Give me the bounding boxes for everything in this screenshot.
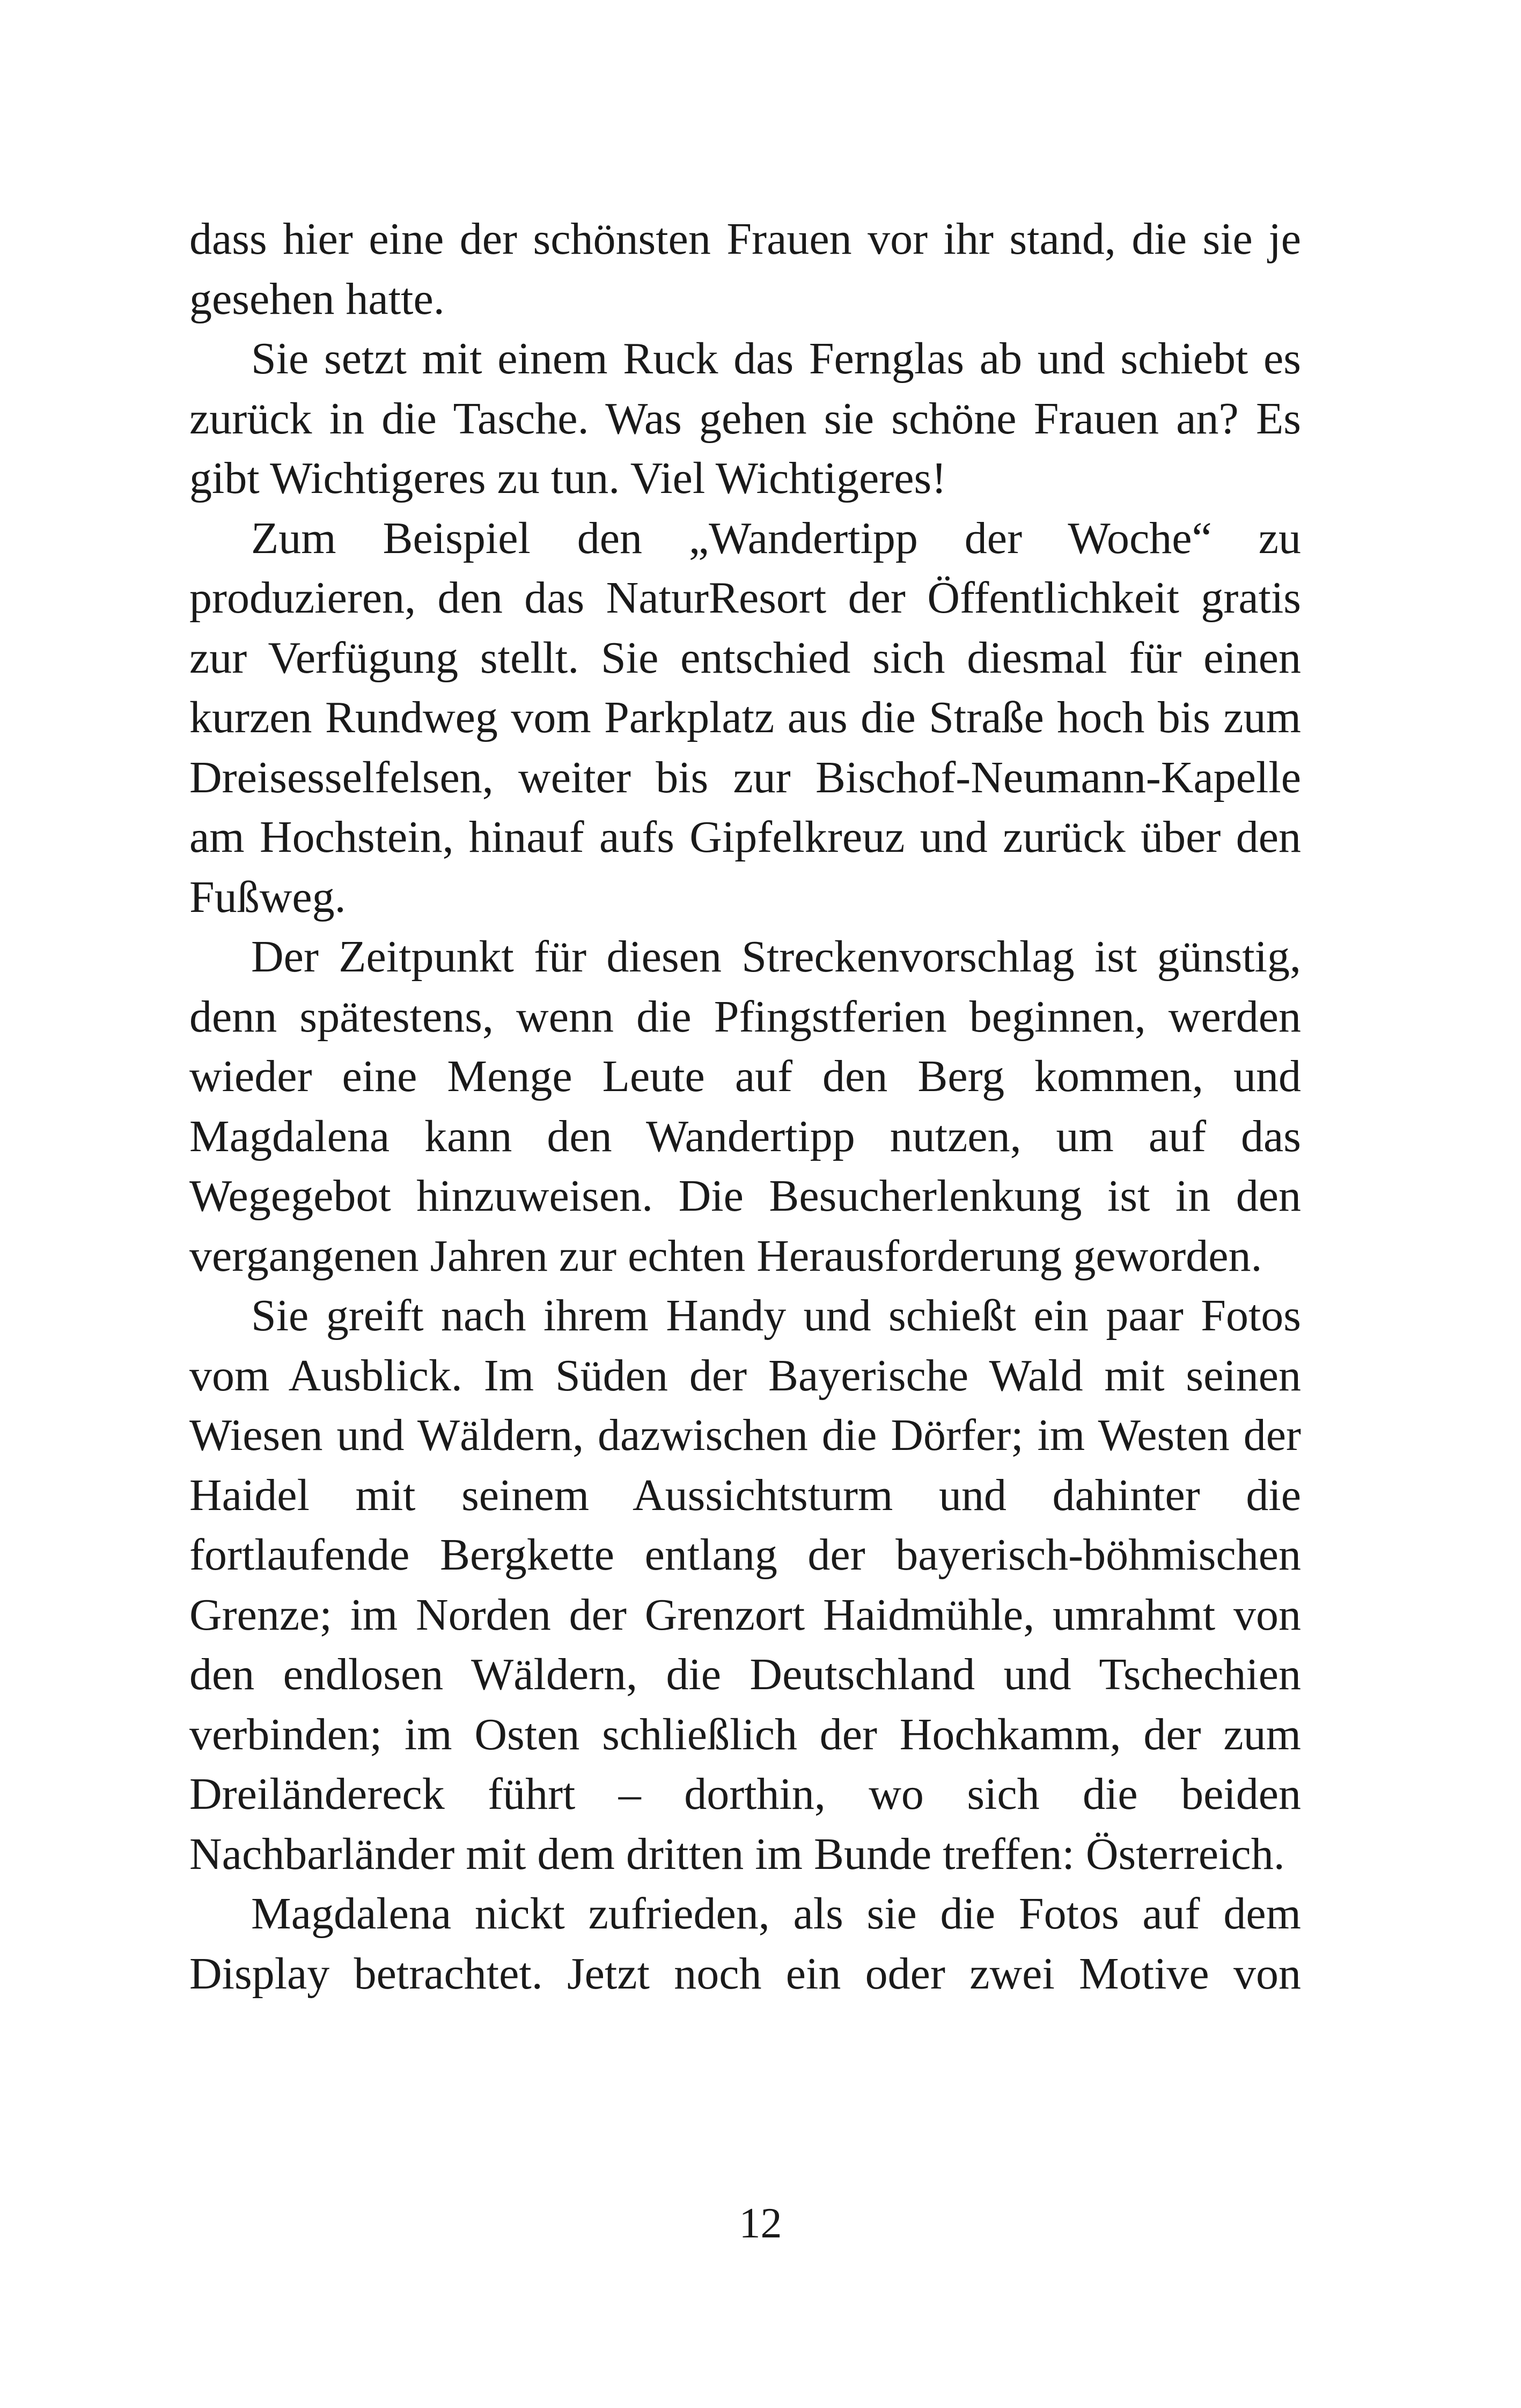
- paragraph-magdalena: Magdalena nickt zufrieden, als sie die Fotos auf dem Display betrachtet. Jetzt noch ein oder zwei Motive von: [189, 1889, 1301, 1999]
- paragraph-continuation: dass hier eine der schönsten Frauen vor ihr stand, die sie je gesehen hatte.: [189, 214, 1301, 324]
- paragraph-wandertipp: Zum Beispiel den „Wandertipp der Woche“ zu produzieren, den das NaturResort der Öffentlichkeit gratis zur Verfügung stellt. Sie entschied sich diesmal für einen kurzen Rundweg vom Parkplatz aus die Straße hoch bis zum Dreisesselfelsen, weiter bis zur Bischof-Neumann-Kapelle am Hochstein, hinauf aufs Gipfelkreuz und zurück über den Fußweg.: [189, 513, 1301, 922]
- paragraph-zeitpunkt: Der Zeitpunkt für diesen Streckenvorschlag ist günstig, denn spätestens, wenn die Pfingstferien beginnen, werden wieder eine Menge Leute auf den Berg kommen, und Magdalena kann den Wandertipp nutzen, um auf das Wegegebot hinzuweisen. Die Besucherlenkung ist in den vergangenen Jahren zur echten Herausforderung geworden.: [189, 932, 1301, 1281]
- paragraph-fernglas: Sie setzt mit einem Ruck das Fernglas ab und schiebt es zurück in die Tasche. Was gehen sie schöne Frauen an? Es gibt Wichtigeres zu tun. Viel Wichtigeres!: [189, 334, 1301, 503]
- paragraph-ausblick: Sie greift nach ihrem Handy und schießt ein paar Fotos vom Ausblick. Im Süden der Bayerische Wald mit seinen Wiesen und Wäldern, dazwischen die Dörfer; im Westen der Haidel mit seinem Aussichtsturm und dahinter die fortlaufende Bergkette entlang der bayerisch-böhmischen Grenze; im Norden der Grenzort Haidmühle, umrahmt von den endlosen Wäldern, die Deutschland und Tschechien verbinden; im Osten schließlich der Hochkamm, der zum Dreiländereck führt – dorthin, wo sich die beiden Nachbarländer mit dem dritten im Bunde treffen: Österreich.: [189, 1291, 1301, 1879]
- page-number: 12: [739, 2200, 782, 2247]
- body-text: [189, 209, 1301, 2004]
